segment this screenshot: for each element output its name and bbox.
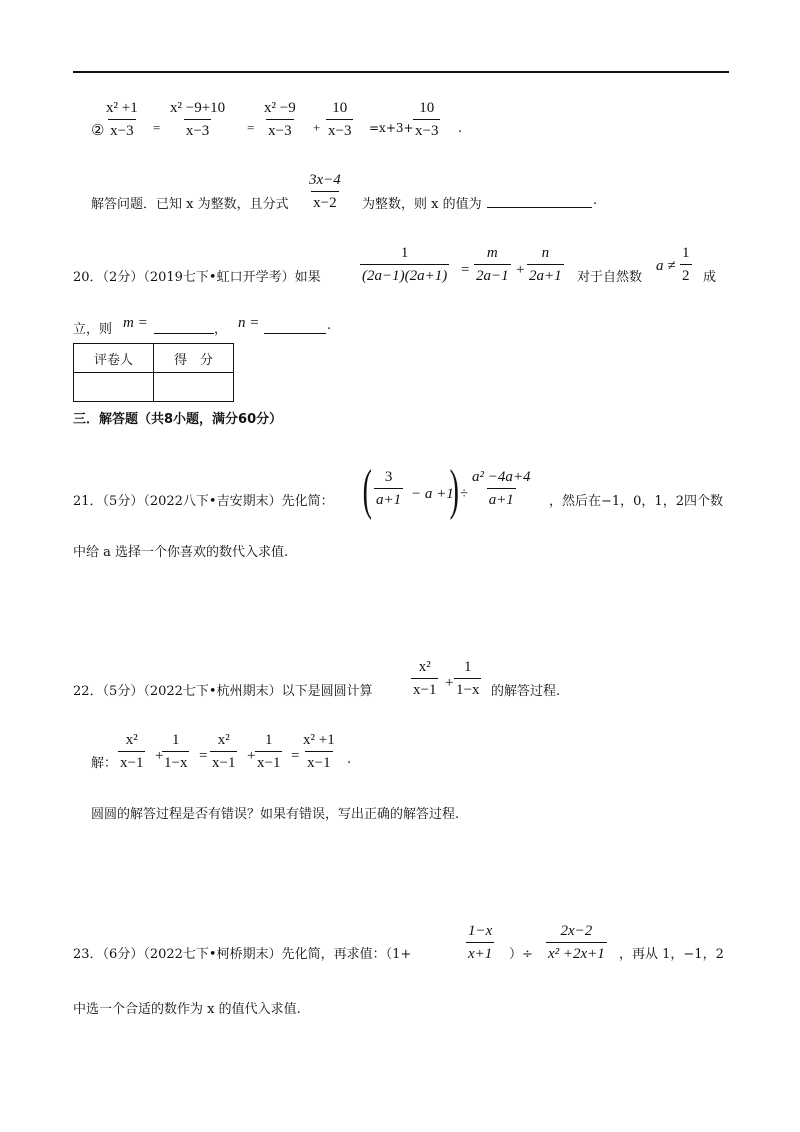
answer-blank-n[interactable]: [264, 318, 326, 334]
fraction: $\frac{\text{x² +1}}{x-1}$: [303, 732, 335, 771]
fraction: $\frac{10}{x-3}$: [415, 100, 439, 139]
fraction: $\frac{3x-4}{x-2}$: [309, 172, 341, 211]
fraction: $\frac{\text{x² +1}}{x-3}$: [106, 100, 138, 139]
grader-cell[interactable]: [74, 373, 154, 402]
fraction: $\frac{n}{2a+1}$: [529, 245, 562, 284]
fraction: $\frac{\text{x²}}{x-1}$: [413, 659, 437, 698]
fraction: $\frac{\text{a² −4a+4}}{a+1}$: [472, 469, 531, 508]
fraction: $\frac{3}{a+1}$: [376, 469, 402, 508]
fraction: $\frac{\text{x²}}{x-1}$: [120, 732, 144, 771]
fraction: $\frac{1}{1-x}$: [164, 732, 188, 771]
grader-header: 评卷人: [74, 344, 154, 373]
fraction: $\frac{1-x}{x+1}$: [468, 923, 493, 962]
right-paren: ): [449, 459, 459, 521]
fraction: $\frac{m}{2a-1}$: [476, 245, 509, 284]
left-paren: (: [362, 459, 372, 521]
answer-blank-m[interactable]: [154, 318, 214, 334]
fraction: $\frac{\text{x² −9+10}}{x-3}$: [170, 100, 226, 139]
header-rule: [73, 71, 729, 73]
section-heading: 三．解答题（共8小题，满分60分）: [73, 412, 283, 427]
answer-blank[interactable]: [487, 193, 592, 208]
circled-marker: ②: [91, 121, 105, 139]
fraction: $\frac{1}{2}$: [682, 245, 690, 284]
score-cell[interactable]: [154, 373, 234, 402]
fraction: $\frac{\text{x²}}{x-1}$: [212, 732, 236, 771]
score-table: [73, 343, 234, 402]
fraction: $\frac{1}{(2a-1)(2a+1)}$: [362, 245, 448, 284]
fraction: $\frac{2x-2}{\text{x² +2x+1}}$: [548, 923, 605, 962]
fraction: $\frac{1}{1-x}$: [456, 659, 480, 698]
fraction: $\frac{10}{x-3}$: [328, 100, 352, 139]
fraction: $\frac{\text{x² −9}}{x-3}$: [264, 100, 296, 139]
score-header: 得 分: [154, 344, 234, 373]
fraction: $\frac{1}{x-1}$: [257, 732, 281, 771]
